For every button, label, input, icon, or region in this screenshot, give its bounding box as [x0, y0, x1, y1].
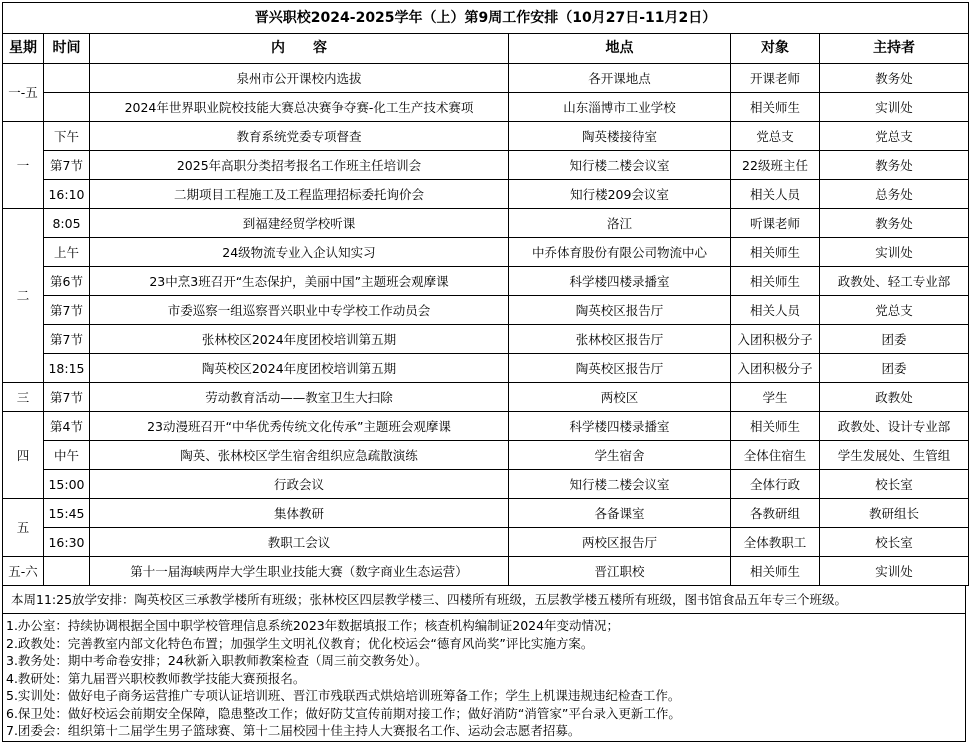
target-cell: 相关师生 — [731, 267, 820, 296]
content-cell: 到福建经贸学校听课 — [90, 209, 509, 238]
host-cell: 校长室 — [820, 528, 969, 557]
content-cell: 23中烹3班召开“生态保护，美丽中国”主题班会观摩课 — [90, 267, 509, 296]
host-cell: 学生发展处、生管组 — [820, 441, 969, 470]
note-line: 6.保卫处：做好校运会前期安全保障，隐患整改工作；做好防艾宣传前期对接工作；做好消防“消管家”平台录入更新工作。 — [6, 705, 681, 721]
schedule-row — [3, 180, 969, 209]
host-cell: 实训处 — [820, 557, 969, 586]
place-cell: 各开课地点 — [509, 64, 731, 93]
host-cell: 教务处 — [820, 64, 969, 93]
host-cell: 政教处、设计专业部 — [820, 412, 969, 441]
time-cell — [44, 93, 90, 122]
schedule-row — [3, 209, 969, 238]
day-cell: 五-六 — [3, 557, 44, 586]
schedule-row — [3, 267, 969, 296]
note-line: 3.教务处：期中考命卷安排；24秋新入职教师教案检查（周三前交教务处）。 — [6, 653, 428, 668]
content-cell: 23动漫班召开“中华优秀传统文化传承”主题班会观摩课 — [90, 412, 509, 441]
content-cell: 市委巡察一组巡察晋兴职业中专学校工作动员会 — [90, 296, 509, 325]
target-cell: 学生 — [731, 383, 820, 412]
time-cell: 18:15 — [44, 354, 90, 383]
note-line: 7.团委会：组织第十二届学生男子篮球赛、第十二届校园十佳主持人大赛报名工作、运动会志愿者招募。 — [6, 723, 581, 738]
target-cell: 听课老师 — [731, 209, 820, 238]
time-cell: 下午 — [44, 122, 90, 151]
content-cell: 教职工会议 — [90, 528, 509, 557]
place-cell: 两校区报告厅 — [509, 528, 731, 557]
place-cell: 陶英校区报告厅 — [509, 354, 731, 383]
note-line: 2.政教处：完善教室内部文化特色布置；加强学生文明礼仪教育；优化校运会“德育风尚奖”评比实施方案。 — [6, 635, 594, 651]
note-line: 1.办公室：持续协调根据全国中职学校管理信息系统2023年数据填报工作；核查机构编制证2024年变动情况； — [6, 618, 620, 633]
note-line: 4.教研处：第九届晋兴职校教师教学技能大赛预报名。 — [6, 670, 306, 686]
schedule-title: 晋兴职校2024-2025学年（上）第9周工作安排（10月27日-11月2日） — [3, 3, 969, 34]
place-cell: 知行楼二楼会议室 — [509, 151, 731, 180]
day-cell: 一 — [3, 122, 44, 209]
schedule-row — [3, 64, 969, 93]
content-cell: 陶英校区2024年度团校培训第五期 — [90, 354, 509, 383]
target-cell: 相关人员 — [731, 296, 820, 325]
host-cell: 校长室 — [820, 470, 969, 499]
time-cell: 15:00 — [44, 470, 90, 499]
schedule-row — [3, 412, 969, 441]
target-cell: 全体行政 — [731, 470, 820, 499]
schedule-row — [3, 151, 969, 180]
header-day: 星期 — [3, 34, 44, 64]
content-cell: 张林校区2024年度团校培训第五期 — [90, 325, 509, 354]
time-cell: 15:45 — [44, 499, 90, 528]
host-cell: 教务处 — [820, 209, 969, 238]
host-cell: 团委 — [820, 325, 969, 354]
target-cell: 22级班主任 — [731, 151, 820, 180]
time-cell: 16:10 — [44, 180, 90, 209]
place-cell: 各备课室 — [509, 499, 731, 528]
target-cell: 全体教职工 — [731, 528, 820, 557]
target-cell: 开课老师 — [731, 64, 820, 93]
time-cell: 16:30 — [44, 528, 90, 557]
place-cell: 山东淄博市工业学校 — [509, 93, 731, 122]
time-cell — [44, 557, 90, 586]
host-cell: 实训处 — [820, 93, 969, 122]
schedule-row — [3, 354, 969, 383]
content-cell: 二期项目工程施工及工程监理招标委托询价会 — [90, 180, 509, 209]
schedule-row — [3, 470, 969, 499]
target-cell: 入团积极分子 — [731, 325, 820, 354]
time-cell: 第4节 — [44, 412, 90, 441]
place-cell: 两校区 — [509, 383, 731, 412]
schedule-row — [3, 383, 969, 412]
host-cell: 总务处 — [820, 180, 969, 209]
schedule-row — [3, 557, 969, 586]
host-cell: 党总支 — [820, 122, 969, 151]
host-cell: 教研组长 — [820, 499, 969, 528]
note-line: 5.实训处：做好电子商务运营推广专项认证培训班、晋江市残联西式烘焙培训班筹备工作；学生上机课违规违纪检查工作。 — [6, 688, 681, 703]
place-cell: 科学楼四楼录播室 — [509, 267, 731, 296]
schedule-row — [3, 325, 969, 354]
place-cell: 张林校区报告厅 — [509, 325, 731, 354]
schedule-row — [3, 441, 969, 470]
place-cell: 科学楼四楼录播室 — [509, 412, 731, 441]
host-cell: 政教处、轻工专业部 — [820, 267, 969, 296]
content-cell: 集体教研 — [90, 499, 509, 528]
schedule-row — [3, 93, 969, 122]
title-row — [3, 3, 969, 34]
host-cell: 教务处 — [820, 151, 969, 180]
content-cell: 行政会议 — [90, 470, 509, 499]
place-cell: 陶英楼接待室 — [509, 122, 731, 151]
time-cell: 第7节 — [44, 151, 90, 180]
content-cell: 劳动教育活动——教室卫生大扫除 — [90, 383, 509, 412]
schedule-row — [3, 122, 969, 151]
schedule-row — [3, 528, 969, 557]
target-cell: 相关师生 — [731, 412, 820, 441]
target-cell: 全体住宿生 — [731, 441, 820, 470]
content-cell: 陶英、张林校区学生宿舍组织应急疏散演练 — [90, 441, 509, 470]
schedule-table — [2, 2, 969, 586]
header-target: 对象 — [731, 34, 820, 64]
place-cell: 陶英校区报告厅 — [509, 296, 731, 325]
place-cell: 洛江 — [509, 209, 731, 238]
department-notes — [2, 614, 966, 742]
time-cell: 中午 — [44, 441, 90, 470]
host-cell: 政教处 — [820, 383, 969, 412]
content-cell: 24级物流专业入企认知实习 — [90, 238, 509, 267]
time-cell: 第7节 — [44, 296, 90, 325]
time-cell: 第7节 — [44, 383, 90, 412]
time-cell: 8:05 — [44, 209, 90, 238]
header-row — [3, 34, 969, 64]
place-cell: 中乔体育股份有限公司物流中心 — [509, 238, 731, 267]
target-cell: 入团积极分子 — [731, 354, 820, 383]
day-cell: 一-五 — [3, 64, 44, 122]
day-cell: 二 — [3, 209, 44, 383]
target-cell: 相关师生 — [731, 557, 820, 586]
header-place: 地点 — [509, 34, 731, 64]
place-cell: 知行楼二楼会议室 — [509, 470, 731, 499]
dismissal-notice: 本周11:25放学安排：陶英校区三承教学楼所有班级；张林校区四层教学楼三、四楼所有班级，五层教学楼五楼所有班级，图书馆食品五年专三个班级。 — [2, 586, 966, 614]
header-content: 内 容 — [90, 34, 509, 64]
time-cell: 第6节 — [44, 267, 90, 296]
schedule-row — [3, 499, 969, 528]
schedule-sheet — [2, 2, 968, 742]
time-cell: 第7节 — [44, 325, 90, 354]
schedule-row — [3, 238, 969, 267]
day-cell: 五 — [3, 499, 44, 557]
host-cell: 党总支 — [820, 296, 969, 325]
content-cell: 2024年世界职业院校技能大赛总决赛争夺赛-化工生产技术赛项 — [90, 93, 509, 122]
content-cell: 教育系统党委专项督查 — [90, 122, 509, 151]
target-cell: 相关人员 — [731, 180, 820, 209]
day-cell: 四 — [3, 412, 44, 499]
host-cell: 实训处 — [820, 238, 969, 267]
place-cell: 知行楼209会议室 — [509, 180, 731, 209]
target-cell: 各教研组 — [731, 499, 820, 528]
place-cell: 晋江职校 — [509, 557, 731, 586]
host-cell: 团委 — [820, 354, 969, 383]
content-cell: 2025年高职分类招考报名工作班主任培训会 — [90, 151, 509, 180]
content-cell: 第十一届海峡两岸大学生职业技能大赛（数字商业生态运营） — [90, 557, 509, 586]
target-cell: 相关师生 — [731, 93, 820, 122]
content-cell: 泉州市公开课校内选拔 — [90, 64, 509, 93]
header-host: 主持者 — [820, 34, 969, 64]
place-cell: 学生宿舍 — [509, 441, 731, 470]
time-cell — [44, 64, 90, 93]
header-time: 时间 — [44, 34, 90, 64]
target-cell: 相关师生 — [731, 238, 820, 267]
schedule-row — [3, 296, 969, 325]
time-cell: 上午 — [44, 238, 90, 267]
day-cell: 三 — [3, 383, 44, 412]
target-cell: 党总支 — [731, 122, 820, 151]
